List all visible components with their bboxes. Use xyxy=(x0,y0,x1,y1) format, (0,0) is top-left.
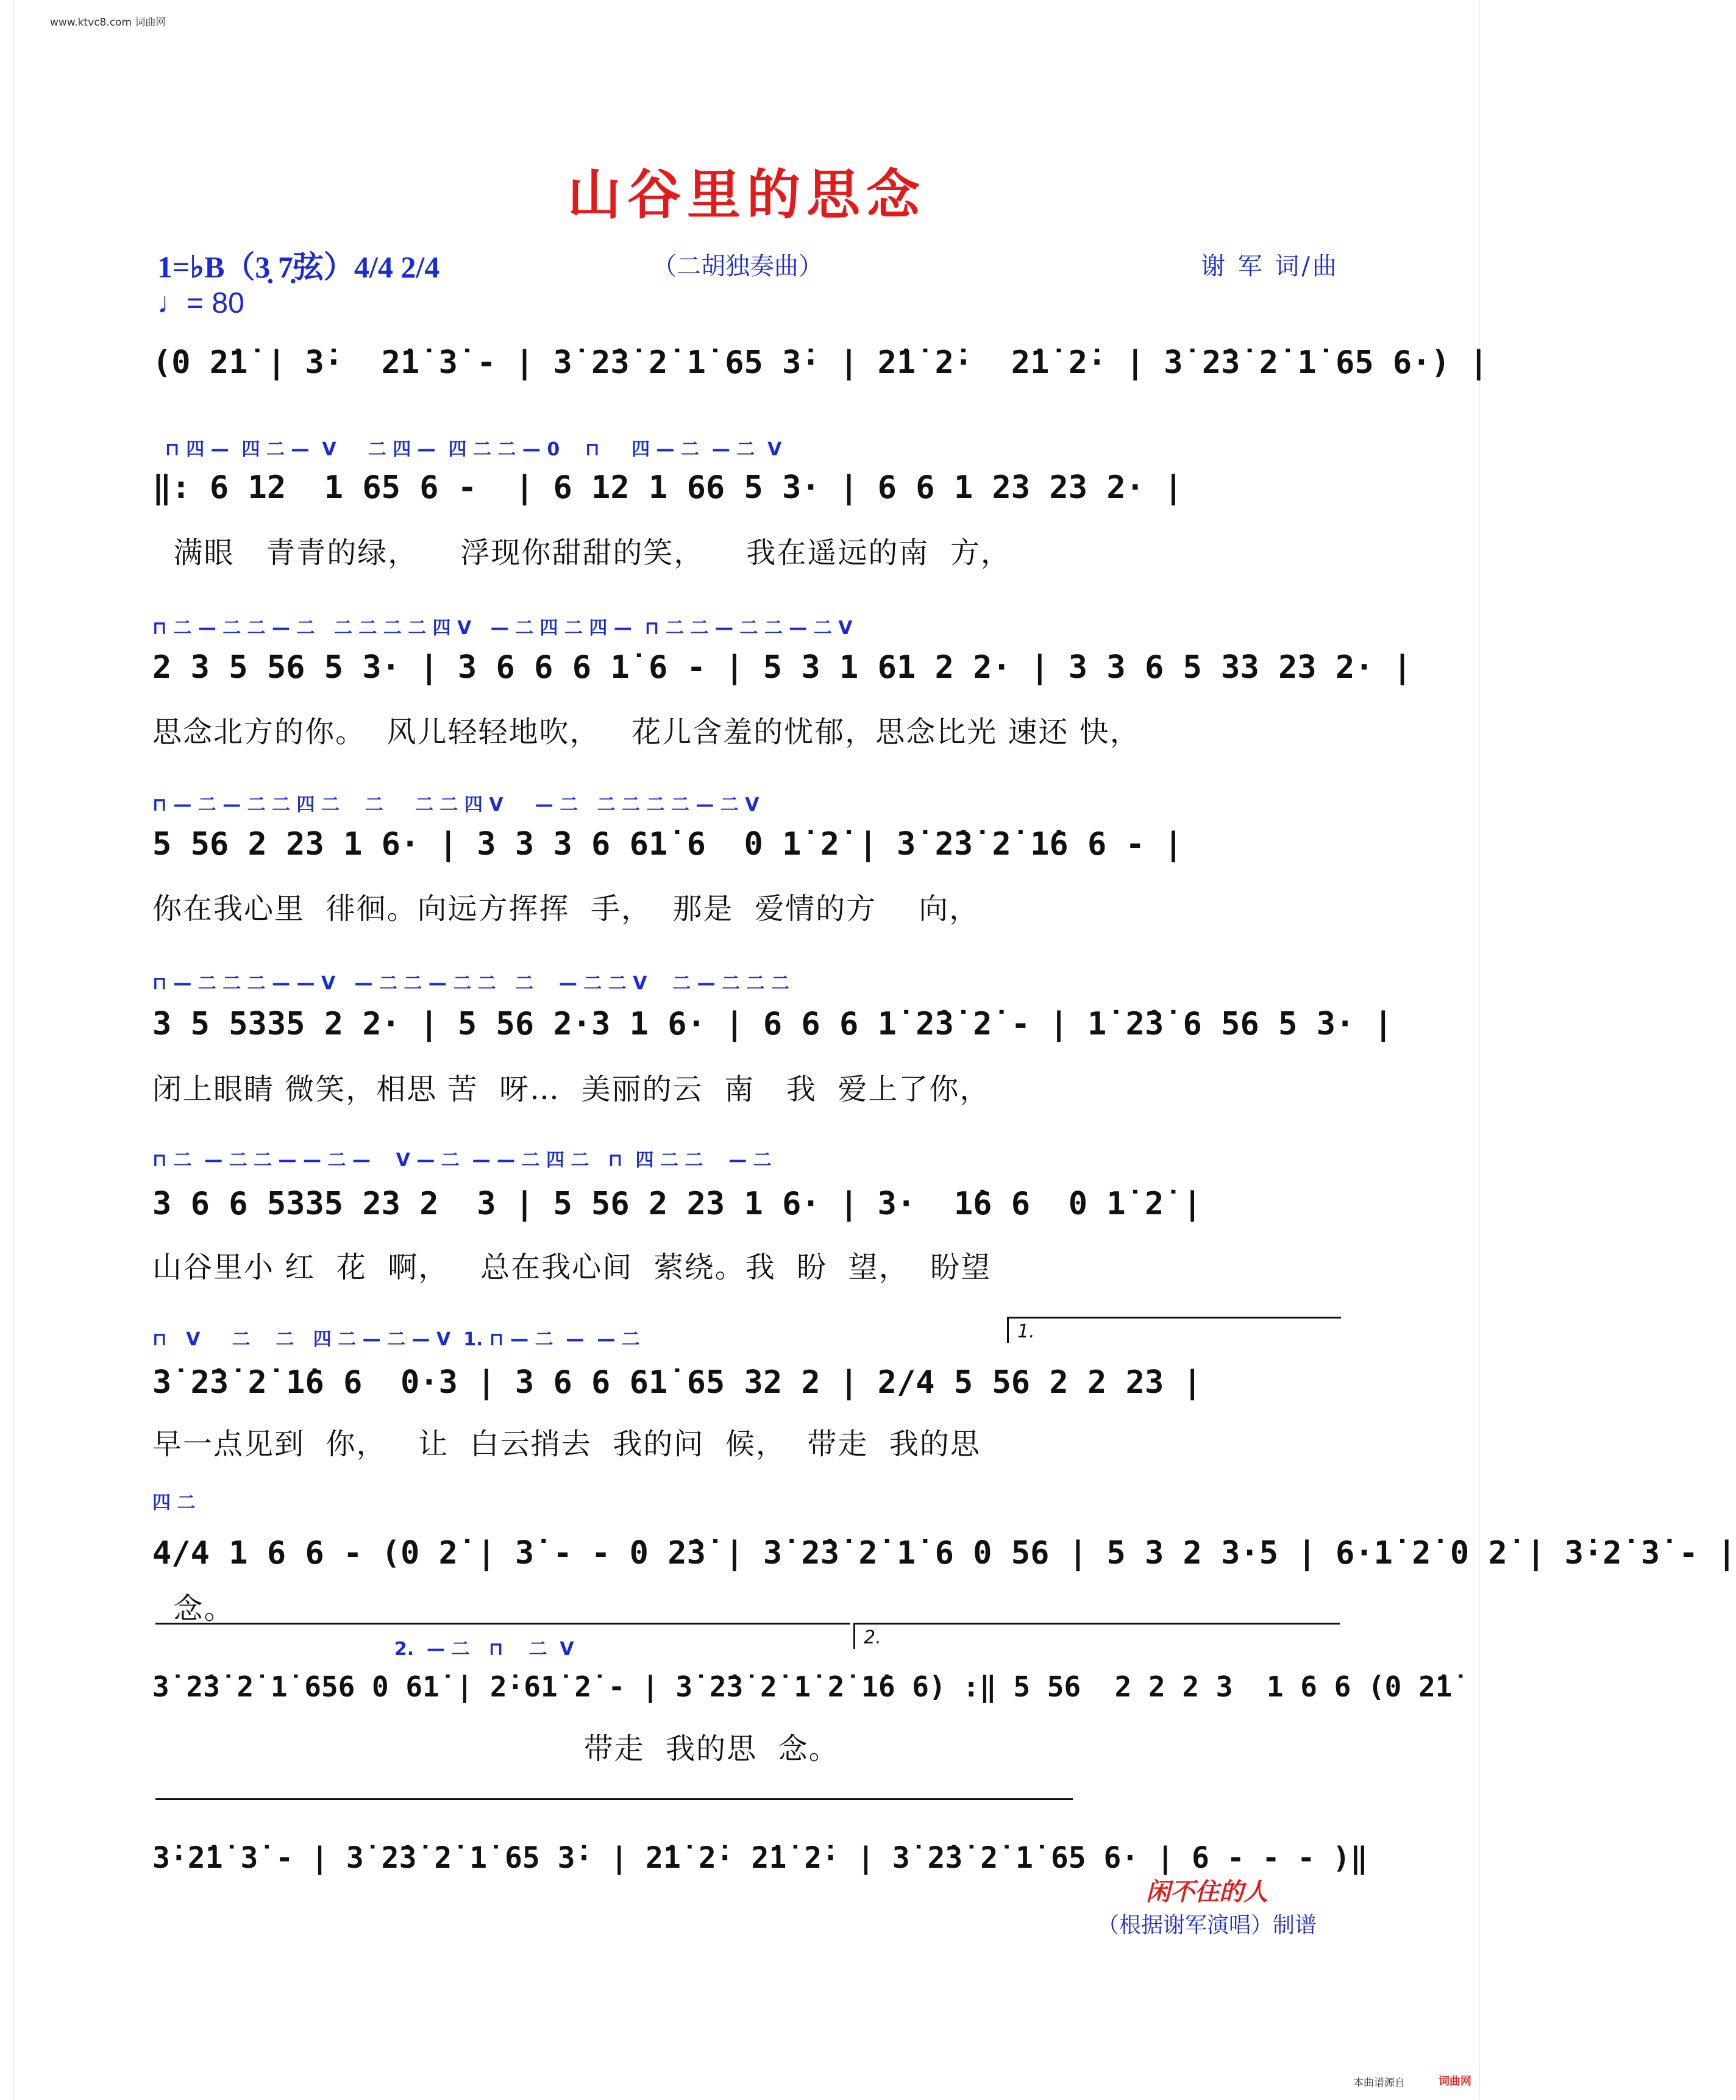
score-system-1-notes: (0 2̇1̇ | 3̇· 2̇1̇ 3̇ - | 3̇ 2̇3̇ 2̇ 1̇ 65 3̇· | 2̇1̇ 2̇· 2̇1̇ 2̇· | 3̇ 2̇3̇ 2̇ 1̇ 65 6·) | xyxy=(152,344,1489,381)
score-system-4-bowing: ⊓ — 二 — 二 二 四 二 二 二 二 四 V — 二 二 二 二 二 — 二 V xyxy=(152,794,760,816)
ending-bracket-line xyxy=(155,1623,850,1625)
score-system-9-lyrics: 带走 我的思 念。 xyxy=(152,1732,839,1766)
score-system-3-bowing: ⊓ 二 — 二 二 — 二 二 二 二 二 四 V — 二 四 二 四 — ⊓ 二 二 — 二 二 — 二 V xyxy=(152,618,853,639)
tempo-marking: ♩= 80 xyxy=(157,287,244,319)
score-system-6-lyrics: 山谷里小 红 花 啊， 总在我心间 萦绕。我 盼 望， 盼望 xyxy=(152,1250,992,1284)
footer-source-note: 本曲谱源自 xyxy=(1353,2077,1405,2089)
score-system-7-notes: 3̇ 2̇3̇ 2̇ 1̇6 6 0·3 | 3 6 6 61̇ 65 32 2 | 2/4 5 56 2 2 23 | xyxy=(152,1364,1202,1401)
song-title: 山谷里的思念 xyxy=(567,163,926,226)
score-system-8-bowing: 四 二 xyxy=(152,1492,196,1514)
subtitle: （二胡独奏曲） xyxy=(652,252,823,280)
score-system-9-notes: 3̇ 2̇3̇ 2̇ 1̇ 656 0 61̇ | 2̇·61̇ 2̇ - | 3̇ 2̇3̇ 2̇ 1̇ 2̇ 1̇6 6) :‖ 5 56 2 2 2 3 1 6 6 (0 2̇1̇ xyxy=(152,1670,1453,1703)
coda-bracket-line xyxy=(155,1798,1073,1800)
score-system-10-notes: 3̇·2̇1̇ 3̇ - | 3̇ 2̇3̇ 2̇ 1̇ 65 3̇· | 2̇1̇ 2̇· 2̇1̇ 2̇· | 3̇ 2̇3̇ 2̇ 1̇ 65 6· | 6 - - - )‖ xyxy=(152,1841,1368,1875)
score-system-3-lyrics: 思念北方的你。 风儿轻轻地吹， 花儿含羞的忧郁，思念比光 速还 快， xyxy=(152,715,1140,749)
score-system-6-bowing: ⊓ 二 — 二 二 — — 二 — V — 二 — — 二 四 二 ⊓ 四 二 二 — 二 xyxy=(152,1150,772,1171)
score-system-5-lyrics: 闭上眼睛 微笑，相思 苦 呀… 美丽的云 南 我 爱上了你， xyxy=(152,1072,991,1106)
score-system-5-bowing: ⊓ — 二 二 二 — — V — 二 二 — 二 二 二 — 二 二 V 二 — 二 二 二 xyxy=(152,973,789,994)
score-system-8-lyrics: 念。 xyxy=(152,1592,235,1626)
score-system-2-notes: ‖: 6 12 1 65 6 - | 6 12 1 66 5 3· | 6 6 1 23 23 2· | xyxy=(152,469,1183,506)
score-system-3-notes: 2 3 5 56 5 3· | 3 6 6 6 1̇ 6 - | 5 3 1 61 2 2· | 3 3 6 5 33 23 2· | xyxy=(152,649,1412,686)
score-system-2-lyrics: 满眼 青青的绿， 浮现你甜甜的笑， 我在遥远的南 方， xyxy=(152,536,1011,570)
score-system-4-lyrics: 你在我心里 徘徊。向远方挥挥 手， 那是 爱情的方 向， xyxy=(152,892,980,926)
score-system-7-bowing: ⊓ V 二 二 四 二 — 二 — V 1. ⊓ — 二 — — 二 xyxy=(152,1329,640,1350)
score-system-8-notes: 4/4 1 6 6 - (0 2̇ | 3̇ - - 0 2̇3̇ | 3̇ 2̇3̇ 2̇ 1̇ 6 0 56 | 5 3 2 3·5 | 6·1̇ 2̇ 0 2̇ | 3̇·2̇ 3̇ - | xyxy=(152,1535,1736,1571)
volta-first-label: 1. xyxy=(1017,1321,1035,1342)
score-system-4-notes: 5 56 2 23 1 6· | 3 3 3 6 61̇ 6 0 1̇ 2̇ | 3̇ 2̇3̇ 2̇ 1̇6 6 - | xyxy=(152,826,1183,863)
author-credit: 谢 军 词/曲 xyxy=(1201,252,1339,280)
volta-second-label: 2. xyxy=(864,1627,881,1648)
transcriber-signature: 闲不住的人 xyxy=(1146,1878,1268,1906)
left-margin-strip xyxy=(0,0,14,2100)
score-system-6-notes: 3 6 6 5335 23 2 3 | 5 56 2 23 1 6· | 3· 1̇6 6 0 1̇ 2̇ | xyxy=(152,1186,1202,1222)
key-signature: 1=♭B（3̣ 7̣弦）4/4 2/4 xyxy=(157,250,440,284)
score-system-5-notes: 3 5 5335 2 2· | 5 56 2·3 1 6· | 6 6 6 1̇ 2̇3̇ 2̇ - | 1̇ 2̇3̇ 6 56 5 3· | xyxy=(152,1006,1393,1042)
score-system-7-lyrics: 早一点见到 你， 让 白云捎去 我的问 候， 带走 我的思 xyxy=(152,1427,981,1461)
right-margin-strip xyxy=(1479,0,1493,2100)
score-system-2-bowing: ⊓ 四 — 四 二 — V 二 四 — 四 二 二 — 0 ⊓ 四 — 二 — 二 V xyxy=(152,439,782,460)
watermark-top: www.ktvc8.com 词曲网 xyxy=(50,16,166,29)
footer-brand-logo: 词曲网 xyxy=(1439,2075,1471,2088)
transcription-credit: （根据谢军演唱）制谱 xyxy=(1097,1913,1317,1938)
score-system-9-bowing: 2. — 二 ⊓ 二 V xyxy=(152,1639,574,1660)
